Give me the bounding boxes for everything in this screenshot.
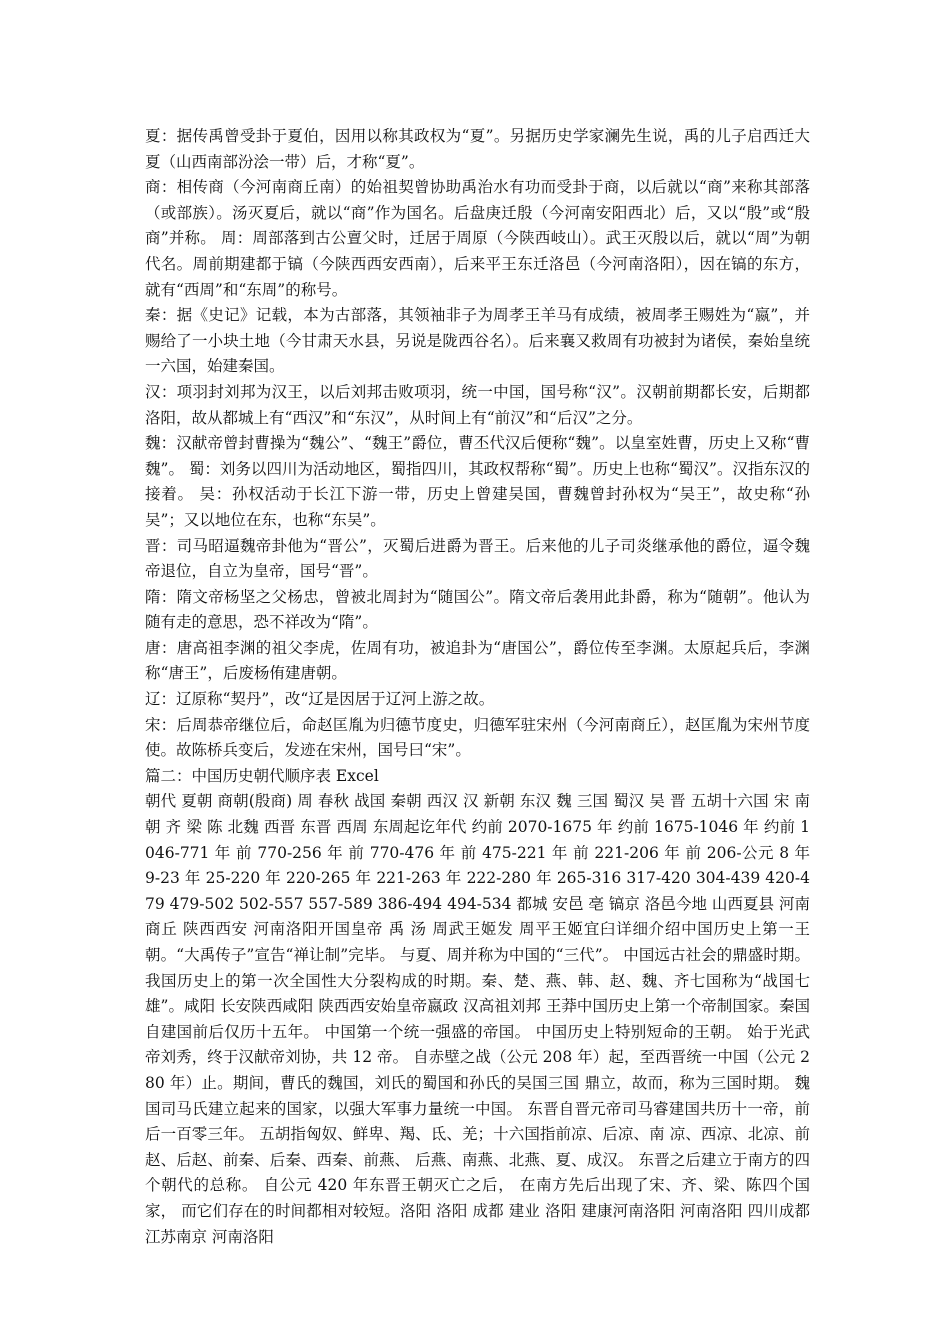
document-body	[145, 124, 810, 1250]
section-heading: 篇二：中国历史朝代顺序表 Excel	[145, 766, 379, 785]
paragraph-han: 汉：项羽封刘邦为汉王，以后刘邦击败项羽，统一中国，国号称“汉”。汉朝前期都长安，后期都洛阳，故从都城上有“西汉”和“东汉”，从时间上有“前汉”和“后汉”之分。	[145, 382, 810, 427]
paragraph-xia: 夏：据传禹曾受卦于夏伯，因用以称其政权为“夏”。另据历史学家澜先生说，禹的儿子启西迁大夏（山西南部汾浍一带）后，才称“夏”。	[145, 127, 810, 171]
paragraph-sui: 隋：隋文帝杨坚之父杨忠，曾被北周封为“随国公”。隋文帝后袭用此卦爵，称为“随朝”。他认为随有走的意思，恐不祥改为“隋”。	[145, 587, 810, 632]
paragraph-song: 宋：后周恭帝继位后，命赵匡胤为归德节度史，归德军驻宋州（今河南商丘），赵匡胤为宋州节度使。故陈桥兵变后，发迹在宋州，国号曰“宋”。	[145, 715, 810, 760]
paragraph-liao: 辽：辽原称“契丹”，改“辽是因居于辽河上游之故。	[145, 690, 495, 709]
paragraph-qin: 秦：据《史记》记载，本为古部落，其领袖非子为周孝王羊马有成绩，被周孝王赐姓为“嬴”，并赐给了一小块土地（今甘肃天水县，另说是陇西谷名）。后来襄又救周有功被封为诸侯，秦始皇统一六国，始建秦国。	[145, 306, 810, 376]
paragraph-dynasty-table: 朝代 夏朝 商朝(殷商) 周 春秋 战国 秦朝 西汉 汉 新朝 东汉 魏 三国 蜀汉 吴 晋 五胡十六国 宋 南朝 齐 梁 陈 北魏 西晋 东晋 西周 东周起讫年代 约前 2070-1675 年 约前 1675-1046 年 约前 1046-771 年 前 770-256 年 前 770-476 年 前 475-221 年 前 221-206 年 前 206-公元 8 年 9-23 年 25-220 年 220-265 年 221-263 年 222-280 年 265-316 317-420 304-439 420-479 479-502 502-557 557-589 386-494 494-534 都城 安邑 亳 镐京 洛邑今地 山西夏县 河南商丘 陕西西安 河南洛阳开国皇帝 禹 汤 周武王姬发 周平王姬宜臼详细介绍中国历史上第一王朝。“大禹传子”宣告“禅让制”完毕。 与夏、周并称为中国的“三代”。 中国远古社会的鼎盛时期。 我国历史上的第一次全国性大分裂构成的时期。秦、楚、燕、韩、赵、魏、齐七国称为“战国七雄”。咸阳 长安陕西咸阳 陕西西安始皇帝嬴政 汉高祖刘邦 王莽中国历史上第一个帝制国家。秦国自建国前后仅历十五年。 中国第一个统一强盛的帝国。 中国历史上特别短命的王朝。 始于光武帝刘秀，终于汉献帝刘协，共 12 帝。 自赤壁之战（公元 208 年）起，至西晋统一中国（公元 280 年）止。期间，曹氏的魏国，刘氏的蜀国和孙氏的吴国三国 鼎立，故而，称为三国时期。 魏国司马氏建立起来的国家，以强大军事力量统一中国。 东晋自晋元帝司马睿建国共历十一帝，前后一百零三年。 五胡指匈奴、鲜卑、羯、氐、羌；十六国指前凉、后凉、南 凉、西凉、北凉、前赵、后赵、前秦、后秦、西秦、前燕、 后燕、南燕、北燕、夏、成汉。 东晋之后建立于南方的四个朝代的总称。 自公元 420 年东晋王朝灭亡之后， 在南方先后出现了宋、齐、梁、陈四个国家， 而它们存在的时间都相对较短。洛阳 洛阳 成都 建业 洛阳 建康河南洛阳 河南洛阳 四川成都 江苏南京 河南洛阳	[145, 792, 810, 1246]
paragraph-jin: 晋：司马昭逼魏帝卦他为“晋公”，灭蜀后进爵为晋王。后来他的儿子司炎继承他的爵位，逼令魏帝退位，自立为皇帝，国号“晋”。	[145, 536, 810, 581]
paragraph-tang: 唐：唐高祖李渊的祖父李虎，佐周有功，被追卦为“唐国公”，爵位传至李渊。太原起兵后，李渊称“唐王”，后废杨侑建唐朝。	[145, 638, 810, 683]
paragraph-shang-zhou: 商：相传商（今河南商丘南）的始祖契曾协助禹治水有功而受卦于商，以后就以“商”来称其部落（或部族）。汤灭夏后，就以“商”作为国名。后盘庚迁殷（今河南安阳西北）后，又以“殷”或“殷商”并称。 周：周部落到古公亶父时，迁居于周原（今陕西岐山）。武王灭殷以后，就以“周”为朝代名。周前期建都于镐（今陕西西安西南），后来平王东迁洛邑（今河南洛阳），因在镐的东方，就有“西周”和“东周”的称号。	[145, 178, 810, 299]
paragraph-wei-shu-wu: 魏：汉献帝曾封曹操为“魏公”、“魏王”爵位，曹丕代汉后便称“魏”。以皇室姓曹，历史上又称“曹魏”。 蜀：刘务以四川为活动地区，蜀指四川，其政权帮称“蜀”。历史上也称“蜀汉”。汉指东汉的接着。 吴：孙权活动于长江下游一带，历史上曾建吴国，曹魏曾封孙权为“吴王”，故史称“孙吴”；又以地位在东，也称“东吴”。	[145, 434, 810, 529]
